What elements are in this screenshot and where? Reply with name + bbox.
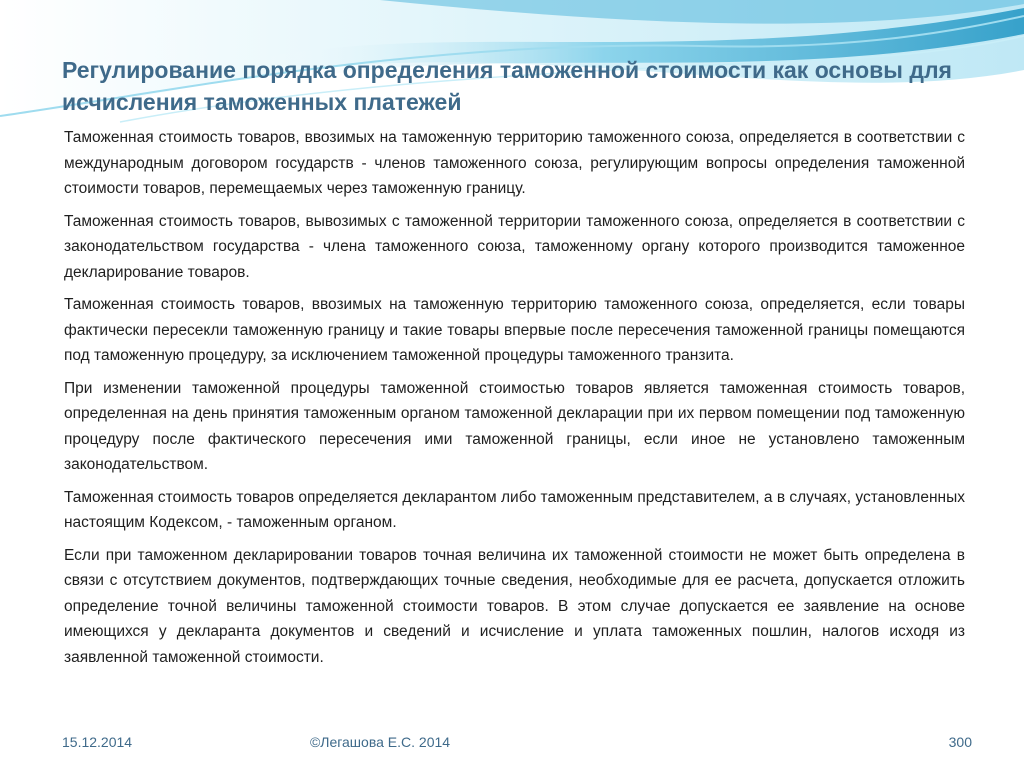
footer-page-number: 300 [948, 734, 972, 750]
paragraph-2: Таможенная стоимость товаров, вывозимых с таможенной территории таможенного союза, определяется в соответствии с законодательством государства - члена таможенного союза, таможенному органу которого производится таможенное декларирование товаров. [64, 212, 965, 281]
paragraph-1: Таможенная стоимость товаров, ввозимых на таможенную территорию таможенного союза, определяется в соответствии с международным договором государств - членов таможенного союза, регулирующим вопросы определения таможенной стоимости товаров, перемещаемых через таможенную границу. [64, 129, 965, 197]
paragraph-6: Если при таможенном декларировании товаров точная величина их таможенной стоимости не может быть определена в связи с отсутствием документов, подтверждающих точные сведения, необходимые для ее расчета, допускается отложить определение точной величины таможенной стоимости товаров. В этом случае допускается ее заявление на основе имеющихся у декларанта документов и сведений и исчисление и уплата таможенных пошлин, налогов исходя из заявленной таможенной стоимости. [64, 546, 965, 666]
footer-date: 15.12.2014 [62, 734, 133, 750]
slide-body [64, 125, 965, 677]
paragraph-5: Таможенная стоимость товаров определяется декларантом либо таможенным представителем, а в случаях, установленных настоящим Кодексом, - таможенным органом. [64, 488, 965, 531]
paragraph-4: При изменении таможенной процедуры таможенной стоимостью товаров является таможенная стоимость товаров, определенная на день принятия таможенным органом таможенной декларации при их первом помещении под таможенную процедуру после фактического пересечения ими таможенной границы, если иное не установлено таможенным законодательством. [64, 379, 965, 473]
slide-title: Регулирование порядка определения таможенной стоимости как основы для исчисления таможенных платежей [62, 57, 952, 115]
paragraph-3: Таможенная стоимость товаров, ввозимых на таможенную территорию таможенного союза, определяется, если товары фактически пересекли таможенную границу и такие товары впервые после пересечения таможенной границы помещаются под таможенную процедуру, за исключением таможенной процедуры таможенного транзита. [64, 296, 965, 364]
footer-author: ©Легашова Е.С. 2014 [309, 734, 451, 750]
